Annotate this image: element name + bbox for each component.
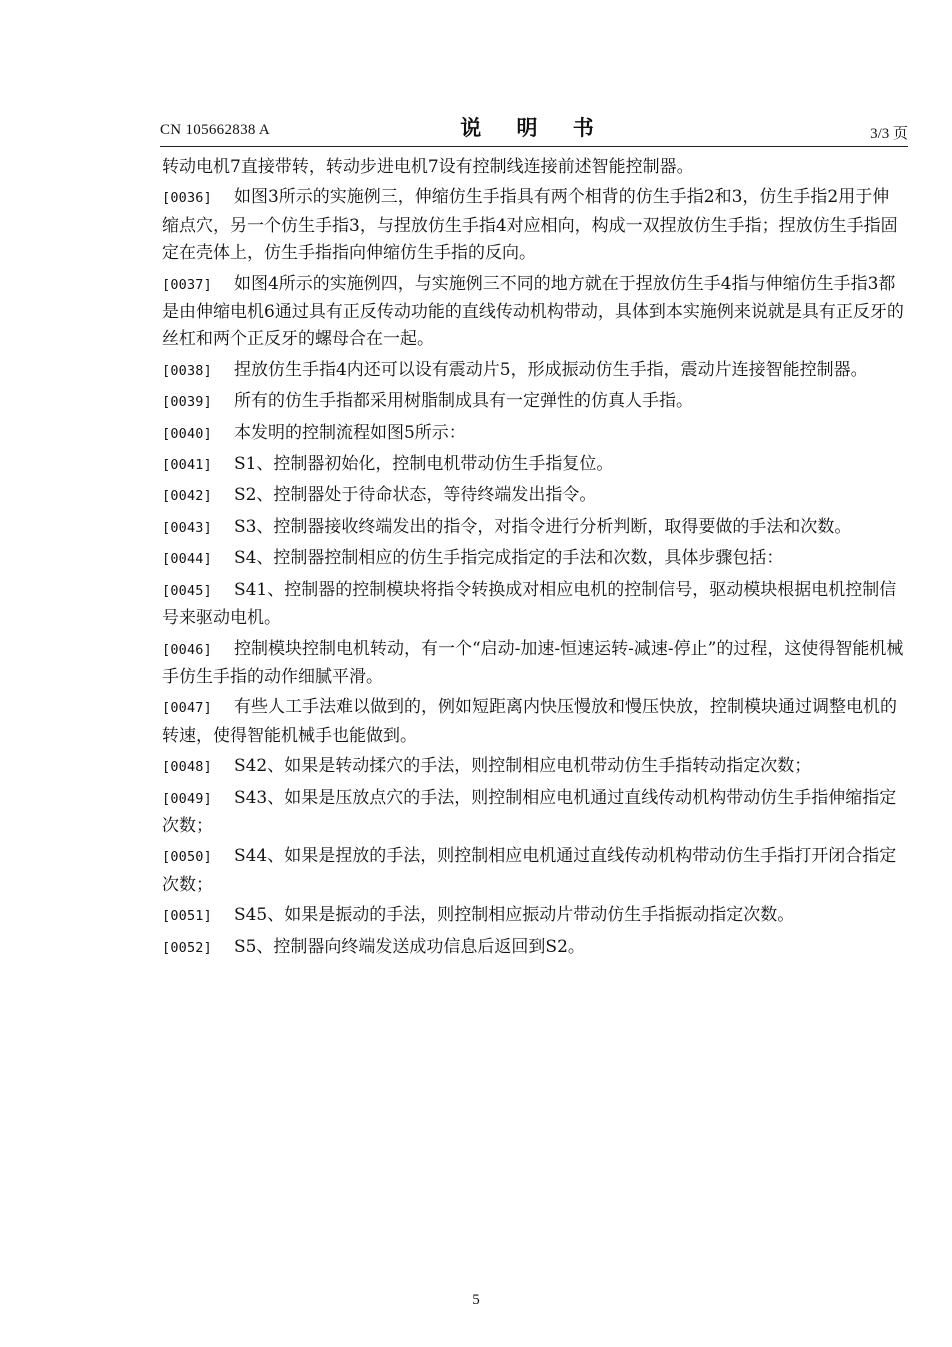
paragraph-number: [0050] (162, 849, 212, 866)
paragraph-number: [0038] (162, 362, 212, 379)
paragraph-text: 捏放仿生手指4内还可以设有震动片5，形成振动仿生手指，震动片连接智能控制器。 (233, 359, 868, 380)
paragraph-0039 (162, 388, 906, 416)
continued-paragraph: 转动电机7直接带转，转动步进电机7设有控制线连接前述智能控制器。 (162, 157, 694, 177)
paragraph-0036 (162, 184, 906, 267)
paragraph-0052 (162, 934, 906, 962)
paragraph-number: [0049] (162, 790, 212, 807)
paragraph-text: S42、如果是转动揉穴的手法，则控制相应电机带动仿生手指转动指定次数； (233, 756, 812, 777)
paragraph-number: [0052] (162, 939, 212, 956)
paragraph-number: [0044] (162, 551, 212, 568)
paragraph-0046 (162, 636, 906, 692)
paragraph-0051 (162, 902, 906, 930)
paragraph-0038 (162, 357, 906, 385)
paragraph-0049 (162, 785, 906, 841)
paragraph-text: 所有的仿生手指都采用树脂制成具有一定弹性的仿真人手指。 (233, 391, 693, 412)
paragraph-text: S43、如果是压放点穴的手法，则控制相应电机通过直线传动机构带动仿生手指伸缩指定次数； (162, 787, 897, 836)
page-indicator: 3/3 页 (870, 126, 908, 142)
paragraph-text: S1、控制器初始化，控制电机带动仿生手指复位。 (233, 454, 614, 475)
paragraph-0041 (162, 451, 906, 479)
paragraph-number: [0048] (162, 759, 212, 776)
paragraph-0040 (162, 420, 906, 448)
paragraph-text: 本发明的控制流程如图5所示： (233, 422, 466, 443)
paragraph-number: [0040] (162, 425, 212, 442)
paragraph-number: [0043] (162, 519, 212, 536)
paragraph-0037 (162, 271, 906, 354)
paragraph-text: S3、控制器接收终端发出的指令，对指令进行分析判断，取得要做的手法和次数。 (233, 516, 852, 537)
paragraph-number: [0036] (162, 190, 212, 207)
paragraph-text: 如图4所示的实施例四，与实施例三不同的地方就在于捏放仿生手4指与伸缩仿生手指3都是由伸缩电机6通过具有正反传动功能的直线传动机构带动，具体到本实施例来说就是具有正反牙的丝杠和两个正反牙的螺母合在一起。 (162, 273, 904, 350)
paragraph-number: [0041] (162, 457, 212, 474)
paragraph-number: [0042] (162, 488, 212, 505)
paragraph-0045 (162, 577, 906, 633)
paragraph-0044 (162, 545, 906, 573)
page-number: 5 (472, 1292, 480, 1308)
paragraph-text: S45、如果是振动的手法，则控制相应振动片带动仿生手指振动指定次数。 (233, 905, 795, 926)
paragraph-text: S41、控制器的控制模块将指令转换成对相应电机的控制信号，驱动模块根据电机控制信号来驱动电机。 (162, 579, 897, 629)
page-header (160, 112, 908, 146)
paragraph-text: 有些人工手法难以做到的，例如短距离内快压慢放和慢压快放，控制模块通过调整电机的转速，使得智能机械手也能做到。 (162, 697, 897, 746)
paragraph-0043 (162, 514, 906, 542)
paragraph-number: [0051] (162, 908, 212, 925)
document-body (162, 154, 906, 965)
paragraph-number: [0045] (162, 582, 212, 599)
paragraph-0042 (162, 482, 906, 510)
paragraph-text: S5、控制器向终端发送成功信息后返回到S2。 (233, 936, 585, 957)
paragraph-0048 (162, 753, 906, 781)
paragraph-0050 (162, 843, 906, 899)
paragraph-number: [0039] (162, 394, 212, 411)
header-rule (160, 146, 908, 147)
paragraph-text: 控制模块控制电机转动，有一个“启动-加速-恒速运转-减速-停止”的过程，这使得智能机械手仿生手指的动作细腻平滑。 (162, 638, 904, 687)
paragraph-text: S2、控制器处于待命状态，等待终端发出指令。 (233, 485, 597, 506)
paragraph-text: 如图3所示的实施例三，伸缩仿生手指具有两个相背的仿生手指2和3，仿生手指2用于伸缩点穴，另一个仿生手指3，与捏放仿生手指4对应相向，构成一双捏放仿生手指；捏放仿生手指固定在壳体上，仿生手指指向伸缩仿生手指的反向。 (162, 187, 898, 264)
paragraph-number: [0047] (162, 700, 212, 717)
paragraph-text: S4、控制器控制相应的仿生手指完成指定的手法和次数，具体步骤包括： (233, 548, 784, 569)
paragraph-number: [0046] (162, 641, 212, 658)
publication-number: CN 105662838 A (160, 122, 271, 138)
paragraph-text: S44、如果是捏放的手法，则控制相应电机通过直线传动机构带动仿生手指打开闭合指定次数； (162, 846, 897, 895)
paragraph-number: [0037] (162, 276, 212, 293)
paragraph-0047 (162, 694, 906, 750)
document-title: 说 明 书 (460, 116, 608, 140)
